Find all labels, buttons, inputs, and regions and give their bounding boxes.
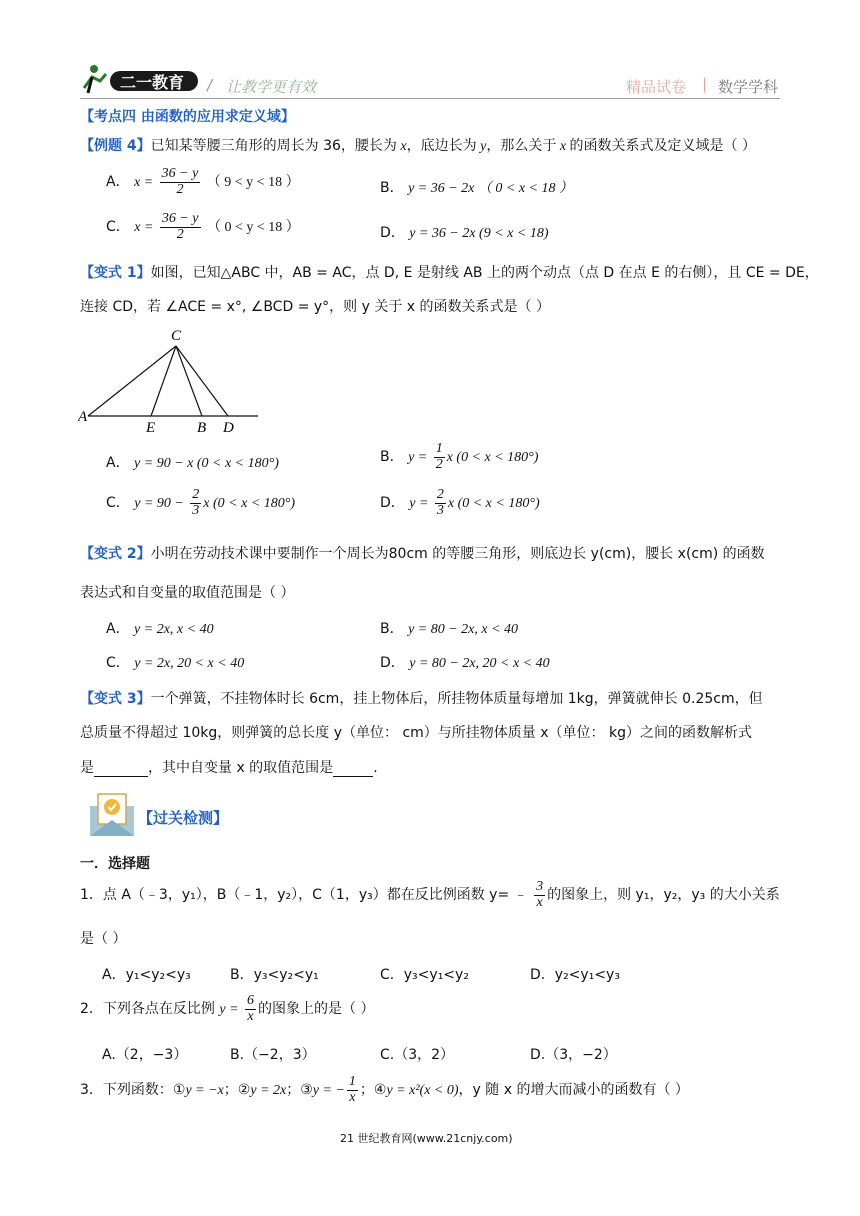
- fraction: $\frac{3}{x}$: [536, 879, 544, 910]
- question1-stem-line2: 是（ ）: [80, 931, 127, 947]
- fraction: $\frac{1}{x}$: [348, 1074, 356, 1105]
- fraction: $\frac{1}{2}$: [435, 441, 443, 472]
- page-footer: 21 世纪教育网(www.21cnjy.com): [340, 1132, 513, 1145]
- example4-option-d: D． y = 36 − 2x (9 < x < 18): [380, 225, 549, 241]
- section-title: 【考点四 由函数的应用求定义域】: [80, 109, 295, 125]
- question1-option-c: C．y₃<y₁<y₂: [380, 967, 469, 983]
- label-B: B: [197, 420, 207, 436]
- question2-stem: 2．下列各点在反比例 y = $\frac{6}{x}$ 的图象上的是（ ）: [80, 993, 375, 1024]
- header-right-subject: 数学学科: [718, 78, 779, 96]
- variant1-option-a: A． y = 90 − x (0 < x < 180°): [106, 455, 279, 471]
- fraction: $\frac{2}{3}$: [192, 487, 200, 518]
- header-right-premium: 精品试卷: [626, 78, 687, 96]
- question2-option-d: D.（3，−2）: [530, 1047, 617, 1063]
- fraction: $\frac{6}{x}$: [247, 993, 254, 1024]
- question3-stem: 3．下列函数：①y = −x；②y = 2x；③y = − $\frac{1}{x}$ ；④y = x²(x < 0)，y 随 x 的增大而减小的函数有（ ）: [80, 1074, 689, 1105]
- variant1-stem-line2: 连接 CD，若 ∠ACE = x°, ∠BCD = y°，则 y 关于 x 的函数关系式是（ ）: [80, 299, 550, 315]
- label-D: D: [223, 420, 234, 436]
- fraction: $\frac{2}{3}$: [436, 487, 444, 518]
- example4-stem: 【例题 4】已知某等腰三角形的周长为 36，腰长为 x，底边长为 y，那么关于 x 的函数关系式及定义域是（ ）: [80, 138, 756, 154]
- header-slash: /: [207, 76, 213, 94]
- question1-stem: 1．点 A（﹣3，y₁），B（﹣1，y₂），C（1，y₃）都在反比例函数 y= ﹣ $\frac{3}{x}$ 的图象上，则 y₁，y₂，y₃ 的大小关系: [80, 879, 780, 910]
- fraction: $\frac{36 - y}{2}$: [161, 211, 199, 242]
- question1-option-b: B．y₃<y₂<y₁: [230, 967, 319, 983]
- header-slogan: 让教学更有效: [226, 78, 317, 96]
- example4-option-b: B． y = 36 − 2x （ 0 < x < 18 ）: [380, 180, 573, 196]
- variant3-stem-line2: 总质量不得超过 10kg，则弹簧的总长度 y（单位： cm）与所挂物体质量 x（单位： kg）之间的函数解析式: [80, 725, 752, 741]
- question1-option-a: A．y₁<y₂<y₃: [102, 967, 191, 983]
- variant1-option-d: D． y = $\frac{2}{3}$ x (0 < x < 180°): [380, 487, 540, 518]
- variant1-stem-line1: 【变式 1】如图，已知△ABC 中，AB = AC，点 D, E 是射线 AB 上的两个动点（点 D 在点 E 的右侧），且 CE = DE，: [80, 265, 819, 281]
- label-C: C: [171, 328, 182, 344]
- example4-tag: 【例题 4】: [80, 138, 151, 154]
- variant1-option-c: C． y = 90 − $\frac{2}{3}$ x (0 < x < 180°): [106, 487, 296, 518]
- variant3-stem-line3: 是 ，其中自变量 x 的取值范围是 .: [80, 760, 378, 776]
- answer-blank-1[interactable]: [94, 760, 148, 777]
- question1-option-d: D．y₂<y₁<y₃: [530, 967, 620, 983]
- example4-option-a: A． x = $\frac{36 - y}{2}$ （ 9 < y < 18 ）: [106, 166, 300, 197]
- example4-option-c: C． x = $\frac{36 - y}{2}$ （ 0 < y < 18 ）: [106, 211, 300, 242]
- question2-option-b: B.（−2，3）: [230, 1047, 316, 1063]
- variant2-option-b: B． y = 80 − 2x, x < 40: [380, 621, 519, 637]
- question2-option-c: C.（3，2）: [380, 1047, 455, 1063]
- brand-name: 二一教育: [120, 73, 185, 92]
- checklist-icon: [88, 792, 136, 838]
- variant3-stem-line1: 【变式 3】一个弹簧，不挂物体时长 6cm，挂上物体后，所挂物体质量每增加 1kg，弹簧就伸长 0.25cm，但: [80, 691, 763, 707]
- variant2-option-c: C． y = 2x, 20 < x < 40: [106, 655, 245, 671]
- variant2-stem-line2: 表达式和自变量的取值范围是（ ）: [80, 585, 295, 601]
- variant2-option-d: D． y = 80 − 2x, 20 < x < 40: [380, 655, 550, 671]
- header-divider: [80, 98, 780, 99]
- variant3-tag: 【变式 3】: [80, 691, 151, 707]
- variant1-tag: 【变式 1】: [80, 265, 151, 281]
- variant2-stem-line1: 【变式 2】小明在劳动技术课中要制作一个周长为80cm 的等腰三角形，则底边长 y(cm)，腰长 x(cm) 的函数: [80, 546, 765, 562]
- brand-logo: [80, 62, 200, 96]
- checkpoint-title: 【过关检测】: [138, 809, 229, 827]
- variant1-option-b: B． y = $\frac{1}{2}$ x (0 < x < 180°): [380, 441, 539, 472]
- question2-option-a: A.（2，−3）: [102, 1047, 188, 1063]
- triangle-figure: [78, 326, 268, 436]
- label-A: A: [78, 409, 88, 425]
- variant2-tag: 【变式 2】: [80, 546, 151, 562]
- variant2-option-a: A． y = 2x, x < 40: [106, 621, 214, 637]
- header-separator: |: [702, 75, 708, 93]
- label-E: E: [146, 420, 156, 436]
- fraction: $\frac{36 - y}{2}$: [161, 166, 199, 197]
- checkpoint-icon: [88, 792, 136, 838]
- answer-blank-2[interactable]: [333, 760, 373, 777]
- part1-heading: 一．选择题: [80, 856, 150, 872]
